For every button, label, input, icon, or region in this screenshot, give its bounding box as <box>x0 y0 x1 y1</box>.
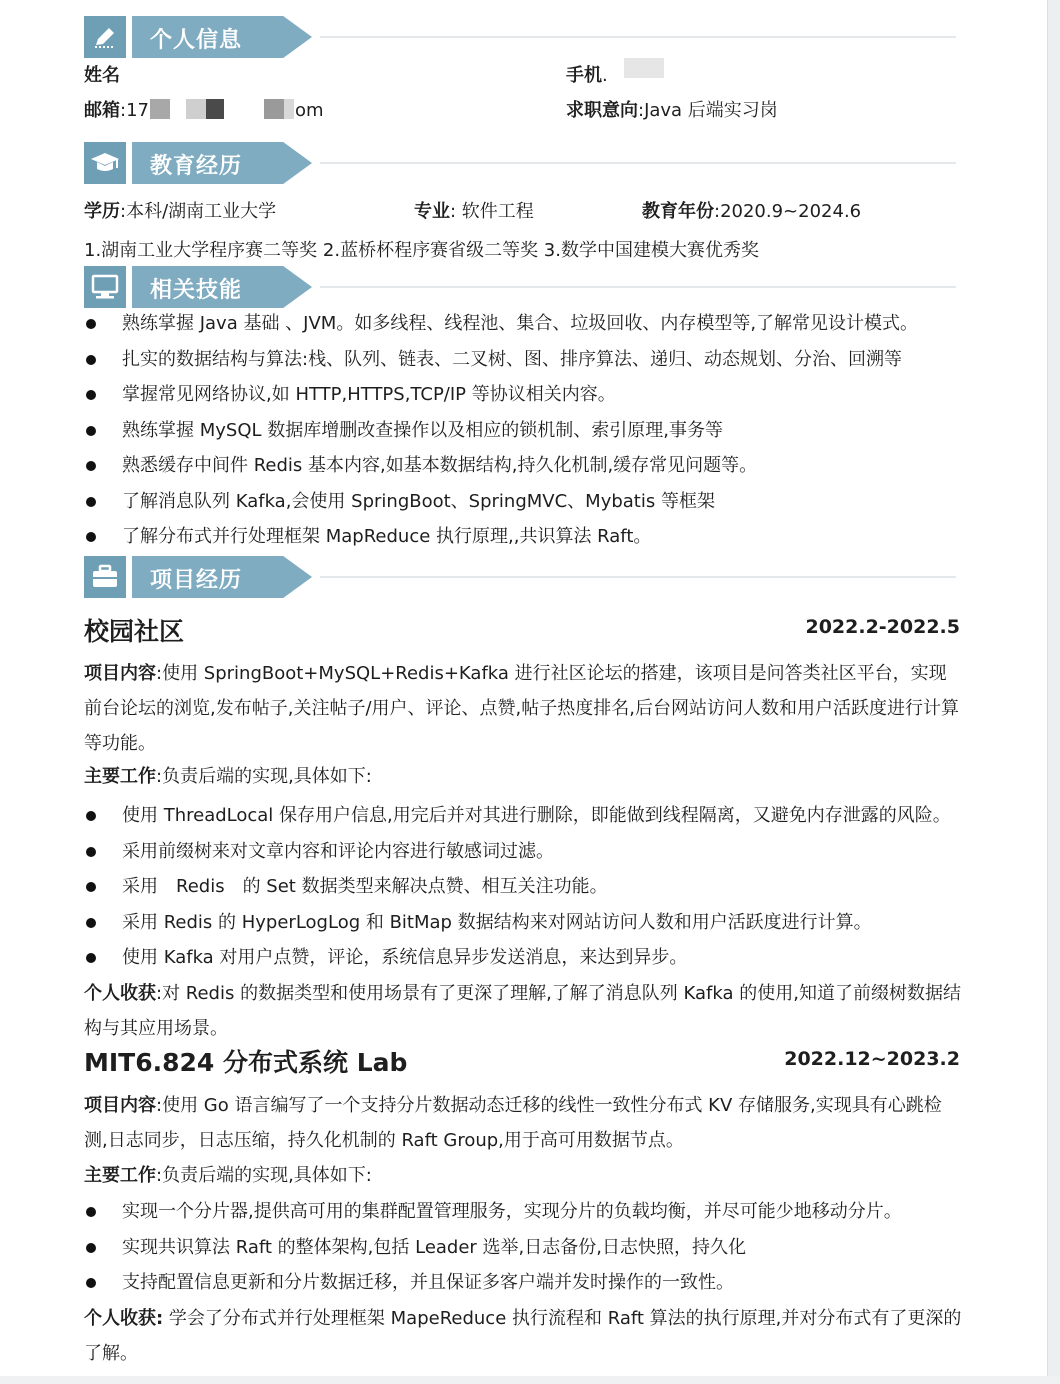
section-rule <box>320 162 956 164</box>
list-item: 熟练掌握 MySQL 数据库增删改查操作以及相应的锁机制、索引原理,事务等 <box>84 419 918 455</box>
major-value: : 软件工程 <box>450 201 534 222</box>
name-row <box>84 64 120 88</box>
email-label: 邮箱 <box>84 100 120 121</box>
degree-label: 学历 <box>84 201 120 222</box>
list-item: 掌握常见网络协议,如 HTTP,HTTPS,TCP/IP 等协议相关内容。 <box>84 383 918 419</box>
list-item: 采用 Redis 的 Set 数据类型来解决点赞、相互关注功能。 <box>84 875 951 911</box>
phone-label: 手机 <box>566 65 602 86</box>
project-title: 校园社区 <box>84 617 185 646</box>
years-label: 教育年份 <box>642 201 714 222</box>
gain-text: 学会了分布式并行处理框架 MapeReduce 执行流程和 Raft 算法的执行原理,并对分布式有了更深的了解。 <box>84 1308 962 1364</box>
list-item: 采用 Redis 的 HyperLogLog 和 BitMap 数据结构来对网站访问人数和用户活跃度进行计算。 <box>84 911 951 947</box>
email-redaction <box>186 99 206 119</box>
computer-icon <box>84 266 126 308</box>
project-work-list <box>84 804 951 982</box>
degree-value: :本科/湖南工业大学 <box>120 201 277 222</box>
briefcase-icon <box>84 556 126 598</box>
project-gain <box>84 1301 964 1371</box>
section-title: 教育经历 <box>150 154 243 179</box>
list-item: 实现共识算法 Raft 的整体架构,包括 Leader 选举,日志备份,日志快照，持久化 <box>84 1236 902 1272</box>
work-text: :负责后端的实现,具体如下: <box>156 766 372 787</box>
content-label: 项目内容 <box>84 663 156 684</box>
awards-text: 1.湖南工业大学程序赛二等奖 2.蓝桥杯程序赛省级二等奖 3.数学中国建模大赛优秀奖 <box>84 240 759 261</box>
gain-label: 个人收获: <box>84 1308 164 1329</box>
email-prefix: :17 <box>120 100 149 121</box>
list-item: 熟练掌握 Java 基础 、JVM。如多线程、线程池、集合、垃圾回收、内存模型等,了解常见设计模式。 <box>84 312 918 348</box>
section-header-skills <box>84 266 956 308</box>
page-edge <box>1047 0 1060 1384</box>
email-redaction <box>264 99 284 119</box>
email-redaction <box>206 99 224 119</box>
section-header-projects <box>84 556 956 598</box>
content-label: 项目内容 <box>84 1095 156 1116</box>
major-row <box>414 200 534 224</box>
content-text: :使用 Go 语言编写了一个支持分片数据动态迁移的线性一致性分布式 KV 存储服务,实现具有心跳检测,日志同步，日志压缩，持久化机制的 Raft Group,用于高可用数据节点。 <box>84 1095 942 1151</box>
project-work-list <box>84 1200 902 1307</box>
project-content <box>84 656 964 762</box>
section-rule <box>320 36 956 38</box>
list-item: 支持配置信息更新和分片数据迁移，并且保证多客户端并发时操作的一致性。 <box>84 1271 902 1307</box>
intent-label: 求职意向 <box>566 100 638 121</box>
years-value: :2020.9~2024.6 <box>714 201 862 222</box>
pen-icon <box>84 16 126 58</box>
email-suffix: om <box>295 100 324 121</box>
content-text: :使用 SpringBoot+MySQL+Redis+Kafka 进行社区论坛的搭建，该项目是问答类社区平台，实现前台论坛的浏览,发布帖子,关注帖子/用户、评论、点赞,帖子热度排名,后台网站访问人数和用户活跃度进行计算等功能。 <box>84 663 959 754</box>
graduation-cap-icon <box>84 142 126 184</box>
list-item: 了解分布式并行处理框架 MapReduce 执行原理,,共识算法 Raft。 <box>84 525 918 561</box>
project-content <box>84 1088 964 1158</box>
years-row <box>642 200 861 224</box>
list-item: 实现一个分片器,提供高可用的集群配置管理服务，实现分片的负载均衡，并尽可能少地移动分片。 <box>84 1200 902 1236</box>
phone-redaction <box>624 58 664 78</box>
list-item: 使用 ThreadLocal 保存用户信息,用完后并对其进行删除，即能做到线程隔离，又避免内存泄露的风险。 <box>84 804 951 840</box>
project-date: 2022.12~2023.2 <box>784 1048 960 1070</box>
phone-row <box>566 64 608 88</box>
email-row <box>84 99 149 123</box>
section-title: 个人信息 <box>150 28 243 53</box>
degree-row <box>84 200 276 224</box>
intent-value: :Java 后端实习岗 <box>638 100 778 121</box>
list-item: 采用前缀树来对文章内容和评论内容进行敏感词过滤。 <box>84 840 951 876</box>
section-header-education <box>84 142 956 184</box>
project-gain <box>84 976 964 1046</box>
major-label: 专业 <box>414 201 450 222</box>
work-label: 主要工作 <box>84 766 156 787</box>
gain-text: :对 Redis 的数据类型和使用场景有了更深了理解,了解了消息队列 Kafka 的使用,知道了前缀树数据结构与其应用场景。 <box>84 983 961 1039</box>
phone-value: . <box>602 65 608 86</box>
work-text: :负责后端的实现,具体如下: <box>156 1165 372 1186</box>
section-rule <box>320 286 956 288</box>
project-title: MIT6.824 分布式系统 Lab <box>84 1048 408 1077</box>
email-redaction <box>284 99 294 119</box>
list-item: 使用 Kafka 对用户点赞，评论，系统信息异步发送消息，来达到异步。 <box>84 946 951 982</box>
work-row <box>84 765 372 789</box>
list-item: 熟悉缓存中间件 Redis 基本内容,如基本数据结构,持久化机制,缓存常见问题等。 <box>84 454 918 490</box>
work-label: 主要工作 <box>84 1165 156 1186</box>
project-date: 2022.2-2022.5 <box>805 616 960 638</box>
intent-row <box>566 99 778 123</box>
section-title: 相关技能 <box>150 278 243 303</box>
name-label: 姓名 <box>84 65 120 86</box>
list-item: 了解消息队列 Kafka,会使用 SpringBoot、SpringMVC、Mybatis 等框架 <box>84 490 918 526</box>
gain-label: 个人收获 <box>84 983 156 1004</box>
section-rule <box>320 576 956 578</box>
skills-list <box>84 312 918 561</box>
work-row <box>84 1164 372 1188</box>
page-bottom-edge <box>0 1376 1060 1384</box>
email-redaction <box>150 99 170 119</box>
list-item: 扎实的数据结构与算法:栈、队列、链表、二叉树、图、排序算法、递归、动态规划、分治、回溯等 <box>84 348 918 384</box>
section-title: 项目经历 <box>150 568 243 593</box>
section-header-personal <box>84 16 956 58</box>
